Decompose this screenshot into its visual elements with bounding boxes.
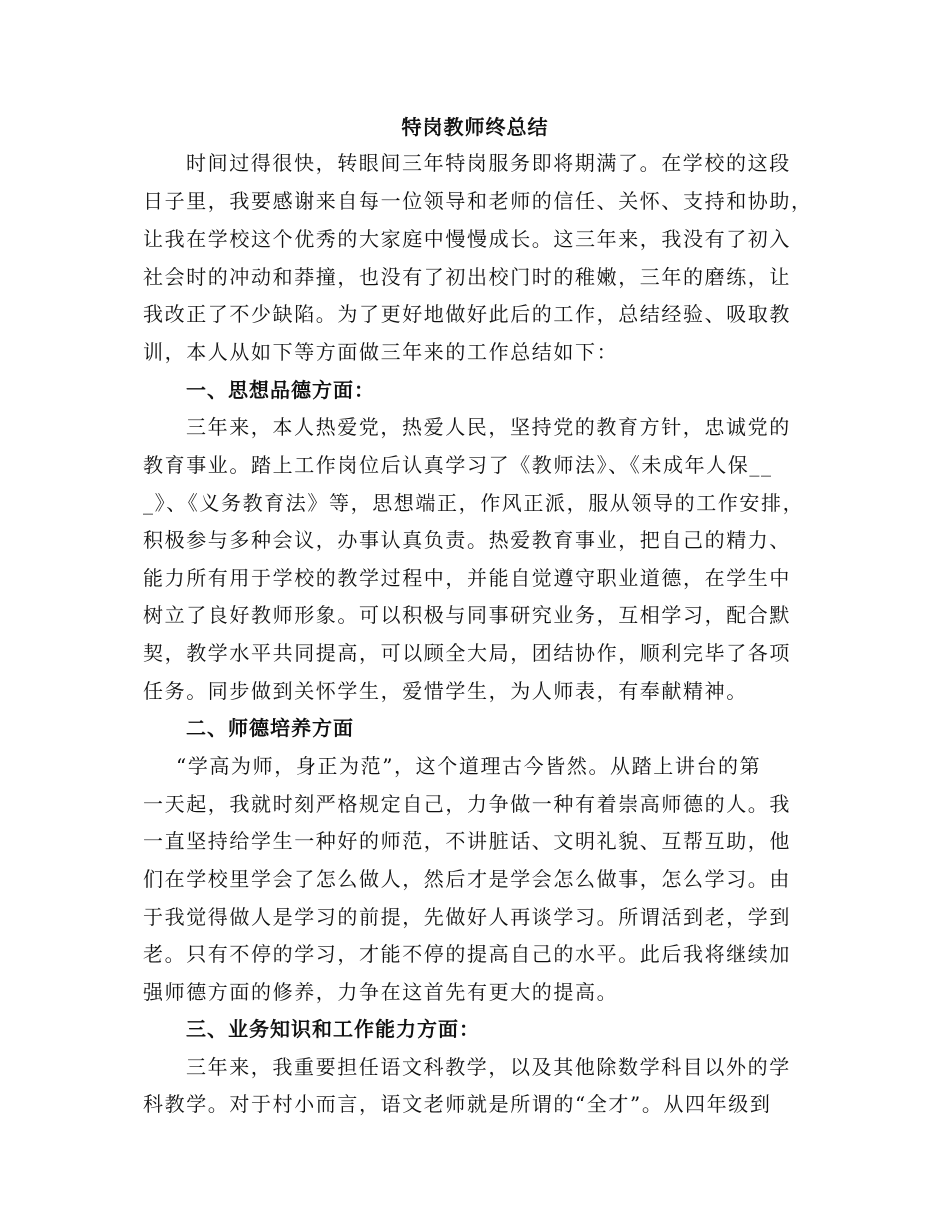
paragraph-line: 时间过得很快，转眼间三年特岗服务即将期满了。在学校的这段: [186, 151, 791, 175]
paragraph-line: 我改正了不少缺陷。为了更好地做好此后的工作，总结经验、吸取教: [143, 302, 791, 326]
section-heading: 二、师德培养方面: [186, 716, 354, 740]
paragraph-line: “学高为师，身正为范”，这个道理古今皆然。从踏上讲台的第: [176, 754, 762, 778]
paragraph-line: 日子里，我要感谢来自每一位领导和老师的信任、关怀、支持和协助，: [143, 189, 813, 213]
paragraph-line: 积极参与多种会议，办事认真负责。热爱教育事业，把自己的精力、: [143, 528, 791, 552]
paragraph-line: 一直坚持给学生一种好的师范，不讲脏话、文明礼貌、互帮互助，他: [143, 829, 791, 853]
paragraph-line: 让我在学校这个优秀的大家庭中慢慢成长。这三年来，我没有了初入: [143, 227, 791, 251]
paragraph-line: 能力所有用于学校的教学过程中，并能自觉遵守职业道德，在学生中: [143, 566, 791, 590]
paragraph-line: 社会时的冲动和莽撞，也没有了初出校门时的稚嫩，三年的磨练，让: [143, 265, 791, 289]
paragraph-line: 树立了良好教师形象。可以积极与同事研究业务，互相学习，配合默: [143, 603, 791, 627]
section-heading: 一、思想品德方面：: [186, 378, 375, 402]
paragraph-line: 三年来，我重要担任语文科教学，以及其他除数学科目以外的学: [186, 1055, 791, 1079]
paragraph-line: 一天起，我就时刻严格规定自己，力争做一种有着崇高师德的人。我: [143, 792, 791, 816]
paragraph-line: 三年来，本人热爱党，热爱人民，坚持党的教育方针，忠诚党的: [186, 415, 791, 439]
paragraph-line: 训，本人从如下等方面做三年来的工作总结如下：: [143, 340, 619, 364]
paragraph-line: _》、《义务教育法》等，思想端正，作风正派，服从领导的工作安排，: [143, 491, 805, 515]
paragraph-line: 强师德方面的修养，力争在这首先有更大的提高。: [143, 980, 619, 1004]
document-title: 特岗教师终总结: [401, 115, 549, 139]
paragraph-line: 契，教学水平共同提高，可以顾全大局，团结协作，顺利完毕了各项: [143, 641, 791, 665]
paragraph-line: 任务。同步做到关怀学生，爱惜学生，为人师表，有奉献精神。: [143, 679, 748, 703]
section-heading: 三、业务知识和工作能力方面：: [186, 1017, 480, 1041]
paragraph-line: 教育事业。踏上工作岗位后认真学习了《教师法》、《未成年人保__: [143, 453, 773, 477]
paragraph-line: 于我觉得做人是学习的前提，先做好人再谈学习。所谓活到老，学到: [143, 905, 791, 929]
paragraph-line: 们在学校里学会了怎么做人，然后才是学会怎么做事，怎么学习。由: [143, 867, 791, 891]
paragraph-line: 老。只有不停的学习，才能不停的提高自己的水平。此后我将继续加: [143, 942, 791, 966]
paragraph-line: 科教学。对于村小而言，语文老师就是所谓的“全才”。从四年级到: [143, 1092, 772, 1116]
